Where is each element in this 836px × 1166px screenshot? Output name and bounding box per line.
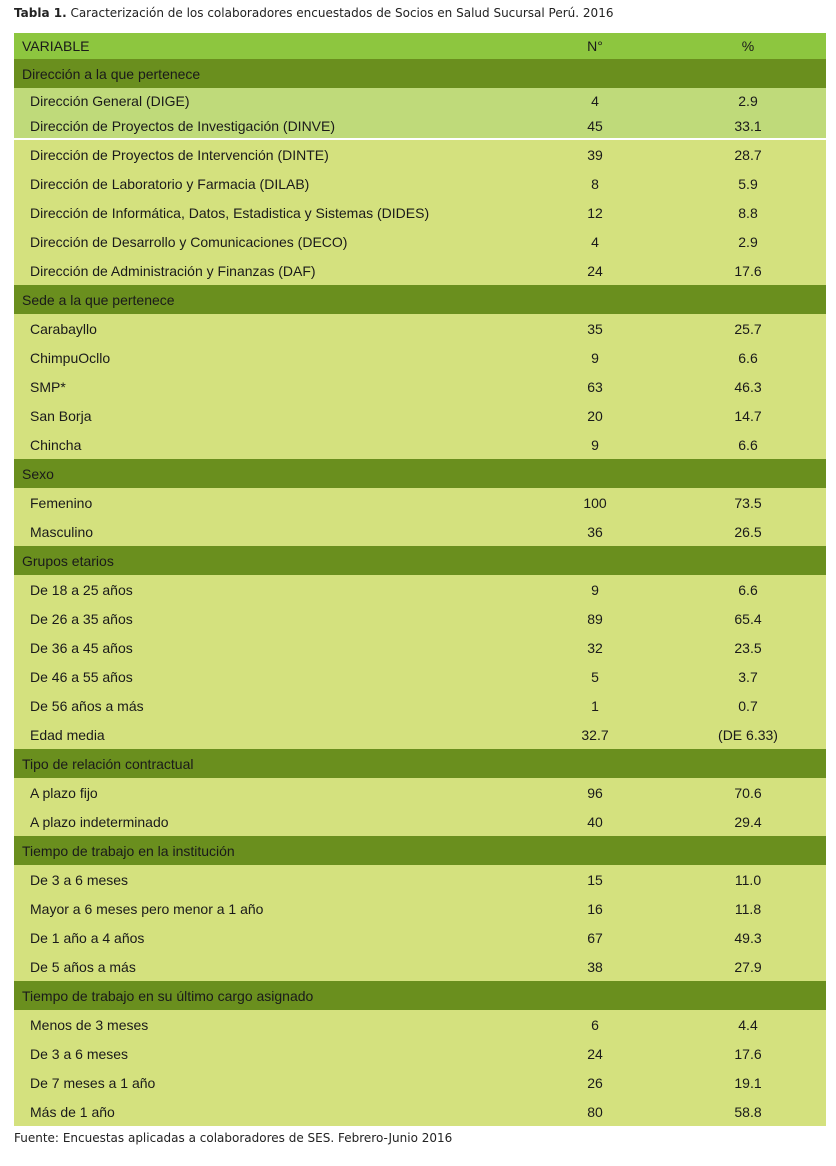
row-percent: 4.4 [670,1010,826,1039]
row-percent: 0.7 [670,691,826,720]
table-row [14,720,826,749]
row-label: De 7 meses a 1 año [14,1068,520,1097]
row-percent: 29.4 [670,807,826,836]
table-row [14,1010,826,1039]
row-count: 38 [520,952,670,981]
table-row [14,575,826,604]
caption-label: Tabla 1. [14,6,67,20]
table-row [14,691,826,720]
row-count: 32.7 [520,720,670,749]
table-row [14,1097,826,1126]
table-row [14,113,826,139]
table-row [14,227,826,256]
characterization-table [14,33,826,1126]
table-row [14,430,826,459]
row-label: Dirección de Proyectos de Intervención (DINTE) [14,139,520,169]
row-count: 15 [520,865,670,894]
row-percent: 73.5 [670,488,826,517]
row-count: 8 [520,169,670,198]
row-count: 35 [520,314,670,343]
row-count: 16 [520,894,670,923]
section-spacer [520,981,670,1010]
row-percent: 17.6 [670,1039,826,1068]
row-percent: 33.1 [670,113,826,139]
row-percent: 70.6 [670,778,826,807]
row-percent: 11.8 [670,894,826,923]
row-count: 100 [520,488,670,517]
row-label: De 3 a 6 meses [14,1039,520,1068]
table-row [14,778,826,807]
row-percent: 6.6 [670,575,826,604]
section-title: Tiempo de trabajo en la institución [14,836,520,865]
table-row [14,169,826,198]
row-label: Dirección de Administración y Finanzas (DAF) [14,256,520,285]
section-row [14,285,826,314]
section-spacer [670,981,826,1010]
row-label: Dirección de Proyectos de Investigación (DINVE) [14,113,520,139]
row-label: De 46 a 55 años [14,662,520,691]
section-row [14,749,826,778]
row-count: 12 [520,198,670,227]
row-count: 40 [520,807,670,836]
header-n: N° [520,33,670,59]
row-percent: 19.1 [670,1068,826,1097]
row-count: 5 [520,662,670,691]
row-percent: 65.4 [670,604,826,633]
table-row [14,198,826,227]
section-spacer [670,285,826,314]
section-spacer [670,59,826,88]
table-row [14,633,826,662]
table-caption [14,6,613,20]
header-pct: % [670,33,826,59]
source-text: Encuestas aplicadas a colaboradores de SES. Febrero-Junio 2016 [62,1131,453,1145]
row-count: 1 [520,691,670,720]
row-count: 80 [520,1097,670,1126]
table-row [14,372,826,401]
row-count: 36 [520,517,670,546]
section-title: Tipo de relación contractual [14,749,520,778]
row-label: De 36 a 45 años [14,633,520,662]
table-source [14,1131,452,1145]
row-label: Masculino [14,517,520,546]
section-row [14,546,826,575]
row-count: 6 [520,1010,670,1039]
section-title: Tiempo de trabajo en su último cargo asignado [14,981,520,1010]
section-title: Sede a la que pertenece [14,285,520,314]
row-count: 26 [520,1068,670,1097]
table-row [14,314,826,343]
row-label: Chincha [14,430,520,459]
row-count: 24 [520,256,670,285]
row-percent: 5.9 [670,169,826,198]
row-percent: 6.6 [670,430,826,459]
section-spacer [670,836,826,865]
row-count: 4 [520,88,670,113]
caption-text: Caracterización de los colaboradores encuestados de Socios en Salud Sucursal Perú. 2016 [70,6,614,20]
section-title: Sexo [14,459,520,488]
row-label: De 26 a 35 años [14,604,520,633]
header-variable: VARIABLE [14,33,520,59]
row-percent: (DE 6.33) [670,720,826,749]
row-percent: 8.8 [670,198,826,227]
row-count: 9 [520,575,670,604]
section-spacer [520,285,670,314]
table-row [14,923,826,952]
row-count: 89 [520,604,670,633]
row-percent: 3.7 [670,662,826,691]
section-row [14,59,826,88]
section-title: Grupos etarios [14,546,520,575]
row-count: 45 [520,113,670,139]
row-percent: 58.8 [670,1097,826,1126]
row-percent: 14.7 [670,401,826,430]
row-count: 32 [520,633,670,662]
section-spacer [670,749,826,778]
table-row [14,952,826,981]
row-count: 67 [520,923,670,952]
row-label: Menos de 3 meses [14,1010,520,1039]
row-label: ChimpuOcllo [14,343,520,372]
table-row [14,662,826,691]
section-spacer [670,459,826,488]
table-row [14,517,826,546]
table-row [14,343,826,372]
row-label: Edad media [14,720,520,749]
row-label: A plazo indeterminado [14,807,520,836]
row-count: 96 [520,778,670,807]
row-label: Dirección de Informática, Datos, Estadistica y Sistemas (DIDES) [14,198,520,227]
row-label: Femenino [14,488,520,517]
section-spacer [520,459,670,488]
row-label: Dirección de Laboratorio y Farmacia (DILAB) [14,169,520,198]
row-label: De 3 a 6 meses [14,865,520,894]
row-percent: 23.5 [670,633,826,662]
row-percent: 46.3 [670,372,826,401]
section-row [14,981,826,1010]
row-percent: 25.7 [670,314,826,343]
row-label: Mayor a 6 meses pero menor a 1 año [14,894,520,923]
row-percent: 28.7 [670,139,826,169]
row-percent: 26.5 [670,517,826,546]
row-count: 9 [520,430,670,459]
row-count: 4 [520,227,670,256]
section-title: Dirección a la que pertenece [14,59,520,88]
row-percent: 2.9 [670,88,826,113]
table-row [14,1068,826,1097]
row-label: De 1 año a 4 años [14,923,520,952]
row-count: 20 [520,401,670,430]
section-spacer [520,59,670,88]
row-percent: 49.3 [670,923,826,952]
row-percent: 6.6 [670,343,826,372]
table-header-row [14,33,826,59]
table-row [14,256,826,285]
data-table-container [14,33,826,1126]
row-percent: 11.0 [670,865,826,894]
row-label: Dirección General (DIGE) [14,88,520,113]
row-label: De 18 a 25 años [14,575,520,604]
table-row [14,139,826,169]
section-row [14,459,826,488]
section-spacer [520,749,670,778]
row-label: Más de 1 año [14,1097,520,1126]
section-spacer [670,546,826,575]
section-row [14,836,826,865]
table-row [14,1039,826,1068]
table-row [14,401,826,430]
row-percent: 27.9 [670,952,826,981]
row-percent: 2.9 [670,227,826,256]
row-label: De 56 años a más [14,691,520,720]
source-label: Fuente: [14,1131,59,1145]
table-row [14,865,826,894]
row-label: De 5 años a más [14,952,520,981]
table-row [14,807,826,836]
table-row [14,894,826,923]
section-spacer [520,546,670,575]
row-count: 39 [520,139,670,169]
row-count: 24 [520,1039,670,1068]
row-label: Dirección de Desarrollo y Comunicaciones (DECO) [14,227,520,256]
section-spacer [520,836,670,865]
table-row [14,488,826,517]
table-row [14,88,826,113]
row-label: San Borja [14,401,520,430]
row-label: A plazo fijo [14,778,520,807]
table-row [14,604,826,633]
row-label: SMP* [14,372,520,401]
row-count: 63 [520,372,670,401]
row-count: 9 [520,343,670,372]
row-label: Carabayllo [14,314,520,343]
row-percent: 17.6 [670,256,826,285]
table-body [14,59,826,1126]
